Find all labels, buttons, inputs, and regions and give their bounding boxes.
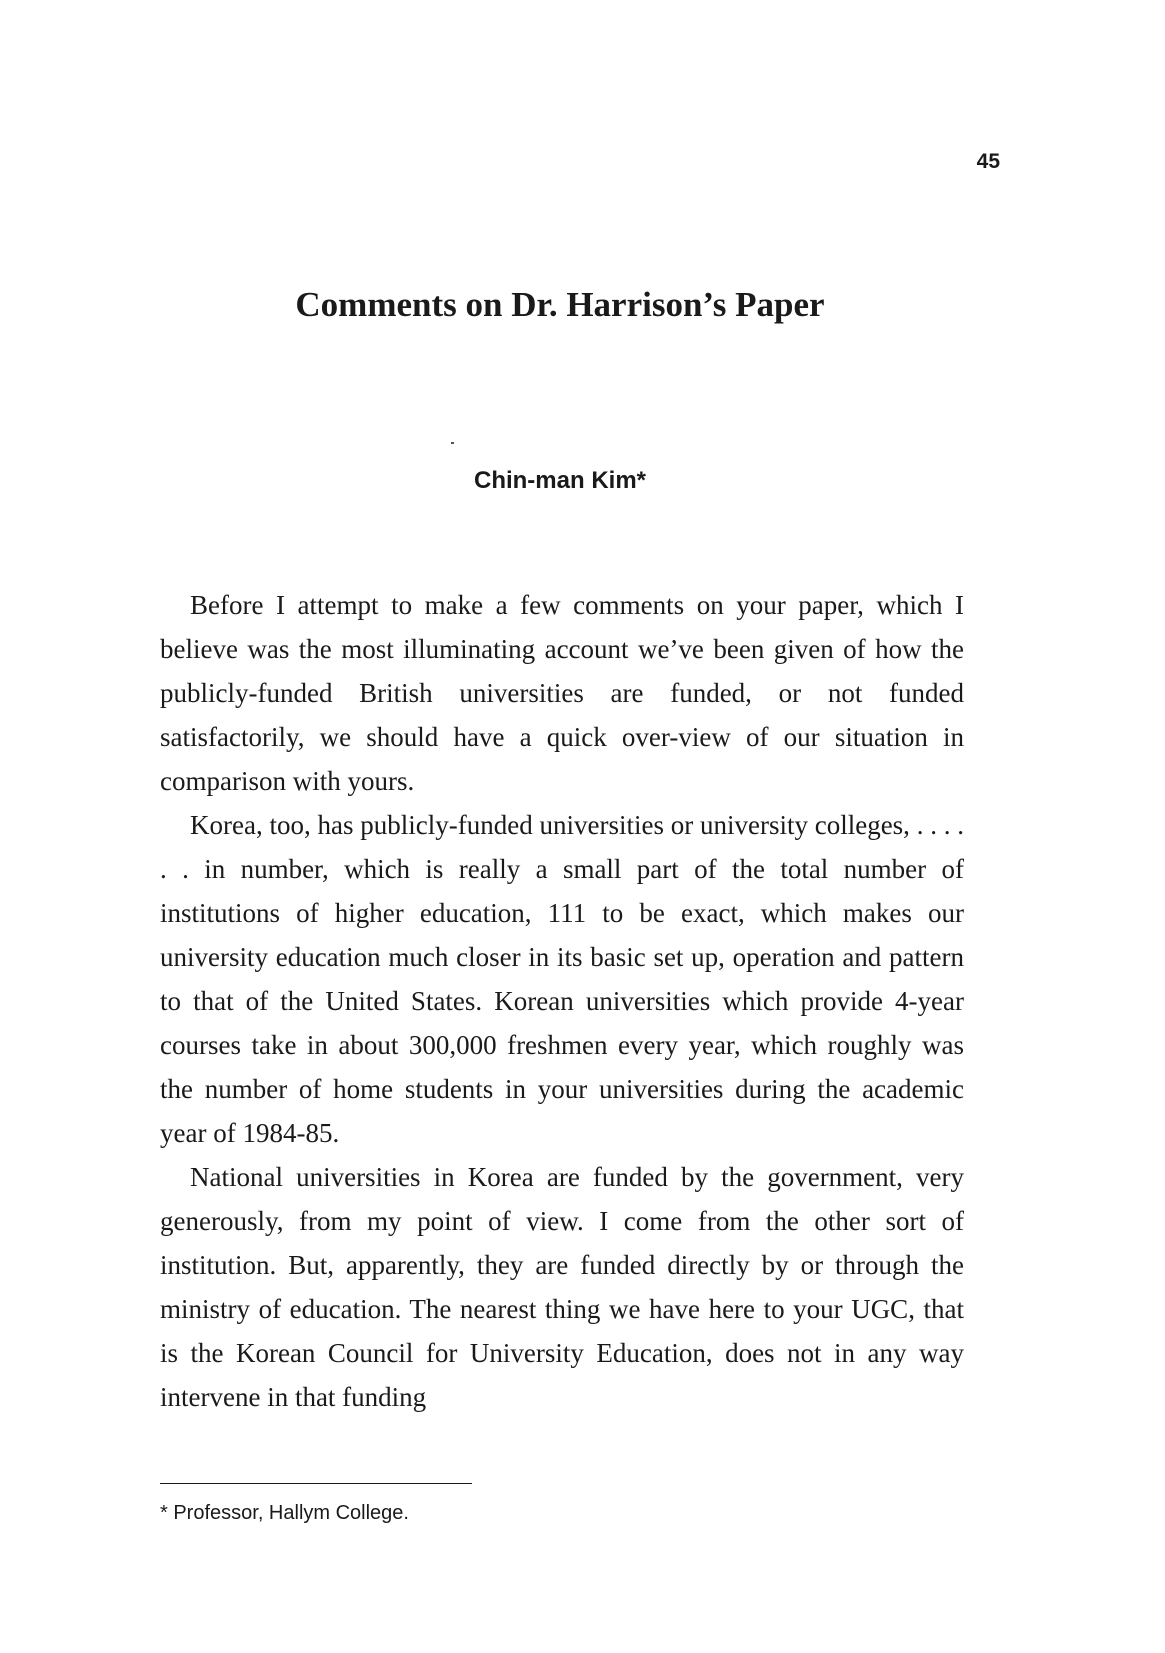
body-text	[160, 583, 964, 1419]
page-number: 45	[976, 150, 1000, 173]
author-name: Chin-man Kim*	[473, 467, 646, 494]
paragraph-1: Before I attempt to make a few comments on your paper, which I believe was the most illuminating account we’ve been given of how the publicly-funded British universities are funded, or not funded satisfactorily, we should have a quick over-view of our situation in comparison with yours.	[160, 590, 964, 796]
paragraph-3: National universities in Korea are funded by the government, very generously, from my point of view. I come from the other sort of institution. But, apparently, they are funded directly by or through the ministry of education. The nearest thing we have here to your UGC, that is the Korean Council for University Education, does not in any way intervene in that funding	[160, 1162, 964, 1412]
paragraph-2: Korea, too, has publicly-funded universities or university colleges, . . . . . . in number, which is really a small part of the total number of institutions of higher education, 111 to be exact, which makes our university education much closer in its basic set up, operation and pattern to that of the United States. Korean universities which provide 4-year courses take in about 300,000 freshmen every year, which roughly was the number of home students in your universities during the academic year of 1984-85.	[160, 810, 964, 1148]
stray-ink-mark	[451, 442, 454, 444]
footnote: * Professor, Hallym College.	[160, 1502, 409, 1524]
footnote-divider	[160, 1483, 472, 1484]
article-title: Comments on Dr. Harrison’s Paper	[295, 285, 825, 324]
